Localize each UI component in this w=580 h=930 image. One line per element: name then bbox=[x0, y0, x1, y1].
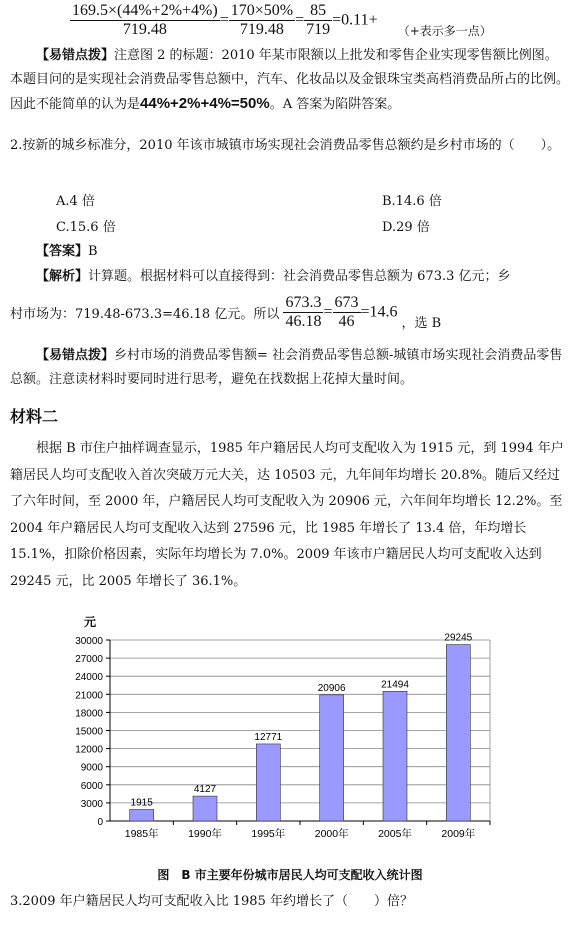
numerator: 673.3 bbox=[285, 294, 322, 311]
fraction bbox=[304, 2, 332, 39]
fraction bbox=[70, 2, 220, 39]
y-tick-label: 24000 bbox=[75, 672, 103, 684]
y-tick-label: 21000 bbox=[75, 690, 103, 702]
data-label: 12771 bbox=[254, 731, 283, 743]
analysis-text-2: 村市场为：719.48-673.3=46.18 亿元。所以 bbox=[10, 307, 280, 322]
analysis-label: 【解析】 bbox=[36, 269, 89, 284]
y-tick-label: 27000 bbox=[75, 654, 103, 666]
bar bbox=[130, 809, 154, 821]
numerator: 85 bbox=[304, 2, 332, 21]
bar bbox=[383, 691, 407, 821]
option-d: D.29 倍 bbox=[382, 220, 430, 235]
y-tick-label: 30000 bbox=[75, 636, 103, 647]
fraction bbox=[229, 2, 295, 39]
bar-chart bbox=[0, 610, 580, 850]
analysis-text: 计算题。根据材料可以直接得到：社会消费品零售总额为 673.3 亿元；乡 bbox=[88, 269, 511, 284]
top-formula: $\frac{169.5\times(44\%+2\%+4\%)}{719.48}$ = $\frac{170\times 50\%}{719.48}$ = $\frac{85}{719}$ =0.11+ （+表示多一点） bbox=[72, 2, 492, 38]
y-tick-label: 9000 bbox=[80, 762, 103, 774]
y-tick-label: 15000 bbox=[75, 726, 103, 738]
x-tick-label: 1990年 bbox=[188, 828, 222, 840]
question-stem: 3.2009 年户籍居民人均可支配收入比 1985 年约增长了（ ）倍？ bbox=[10, 894, 413, 909]
tip-paragraph-2 bbox=[10, 344, 570, 392]
y-tick-label: 0 bbox=[97, 817, 103, 828]
denominator: 719 bbox=[306, 21, 331, 38]
bar bbox=[193, 796, 217, 821]
analysis-line-2: 村市场为：719.48-673.3=46.18 亿元。所以 $\frac{673.3}{46.18}$ = $\frac{673}{46}$ =14.6，选 B bbox=[10, 294, 442, 331]
chart-title: 图 B 市主要年份城市居民人均可支配收入统计图 bbox=[157, 868, 423, 882]
y-tick-label: 18000 bbox=[75, 708, 103, 720]
fraction bbox=[283, 294, 323, 331]
choose-text: ，选 B bbox=[401, 316, 442, 331]
x-tick-label: 1995年 bbox=[251, 828, 286, 840]
formula-result: =14.6 bbox=[360, 303, 398, 321]
tip-text-end: 。A 答案为陷阱答案。 bbox=[269, 97, 401, 112]
formula-note: （+表示多一点） bbox=[397, 24, 492, 38]
numerator: 673 bbox=[334, 294, 359, 311]
bar bbox=[320, 695, 344, 821]
option-b: B.14.6 倍 bbox=[382, 194, 442, 209]
answer-value: B bbox=[88, 244, 98, 259]
question-3 bbox=[10, 890, 570, 914]
fraction bbox=[333, 294, 361, 331]
data-label: 29245 bbox=[444, 632, 473, 644]
answer-line bbox=[10, 240, 570, 264]
denominator: 719.48 bbox=[122, 21, 167, 38]
question-2 bbox=[10, 134, 570, 158]
section-title: 材料二 bbox=[10, 407, 59, 426]
question-stem: 2.按新的城乡标准分，2010 年该市城镇市场实现社会消费品零售总额约是乡村市场的（ ）。 bbox=[10, 138, 561, 153]
data-label: 20906 bbox=[317, 682, 346, 694]
x-tick-label: 2005年 bbox=[378, 828, 412, 840]
y-tick-label: 3000 bbox=[80, 798, 103, 810]
tip-text: 注意图 2 的标题：2010 年某市限额以上批发和零售企业实现零售额比例图。本题目问的是实现社会消费品零售总额中，汽车、化妆品以及金银珠宝类高档消费品所占的比例。因此不能简单的认为是 bbox=[10, 48, 570, 112]
material-paragraph bbox=[10, 436, 570, 595]
numerator: 169.5×(44%+2%+4%) bbox=[72, 2, 218, 19]
option-c: C.15.6 倍 bbox=[56, 220, 116, 235]
denominator: 46.18 bbox=[285, 313, 322, 330]
x-tick-label: 2009年 bbox=[441, 828, 476, 840]
x-tick-label: 1985年 bbox=[124, 828, 159, 840]
material-text: 根据 B 市住户抽样调查显示，1985 年户籍居民人均可支配收入为 1915 元，到 1994 年户籍居民人均可支配收入首次突破万元大关，达 10503 元，九年间年均增长 20.8%。随后又经过了六年时间，至 2000 年，户籍居民人均可支配收入为 20906 元，六年间年均增长 12.2%。至 2004 年户籍居民人均可支配收入达到 27596 元，比 1985 年增长了 13.4 倍，年均增长 15.1%，扣除价格因素，实际年均增长为 7.0%。2009 年该市户籍居民人均可支配收入达到 29245 元，比 2005 年增长了 36.1%。 bbox=[10, 441, 564, 589]
data-label: 21494 bbox=[381, 679, 409, 691]
analysis-line-1 bbox=[10, 265, 570, 289]
tip-label: 【易错点拨】 bbox=[36, 48, 115, 63]
tip-paragraph-1 bbox=[10, 44, 570, 117]
formula-result: =0.11+ bbox=[332, 11, 378, 29]
x-tick-label: 2000年 bbox=[314, 828, 349, 840]
answer-label: 【答案】 bbox=[36, 244, 89, 259]
data-label: 1915 bbox=[130, 797, 153, 809]
numerator: 170×50% bbox=[230, 2, 294, 19]
denominator: 719.48 bbox=[239, 21, 284, 38]
tip-formula: 44%+2%+4%=50% bbox=[140, 95, 270, 112]
bar bbox=[446, 645, 470, 821]
y-tick-label: 12000 bbox=[75, 744, 103, 756]
y-tick-label: 6000 bbox=[80, 780, 103, 792]
option-a: A.4 倍 bbox=[56, 194, 95, 209]
denominator: 46 bbox=[338, 313, 355, 330]
bar bbox=[256, 744, 280, 821]
data-label: 4127 bbox=[193, 784, 217, 796]
tip-label: 【易错点拨】 bbox=[36, 348, 115, 363]
tip-text: 乡村市场的消费品零售额= 社会消费品零售总额-城镇市场实现社会消费品零售总额。注意读材料时要同时进行思考，避免在找数据上花掉大量时间。 bbox=[10, 348, 563, 387]
y-axis-label: 元 bbox=[84, 615, 97, 629]
